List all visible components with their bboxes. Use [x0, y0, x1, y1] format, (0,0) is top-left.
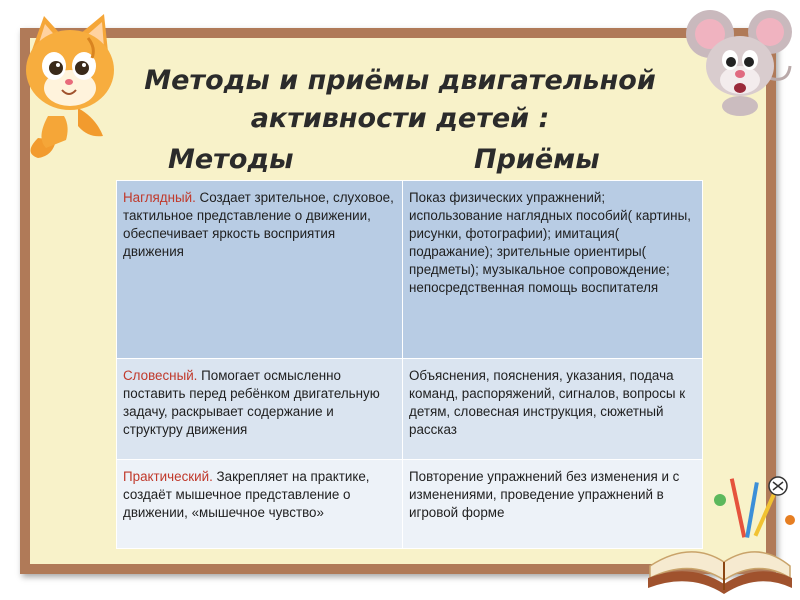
techniques-cell: Показ физических упражнений; использование наглядных пособий( картины, рисунки, фотографии); имитация( подражание); зрительные ориентиры( предметы); музыкальное сопровождение; непосредственная помощь воспитателя: [403, 181, 703, 359]
method-cell: [117, 181, 403, 359]
table-row: [117, 460, 703, 549]
slide-title: [100, 62, 700, 138]
column-heading-methods: Методы: [168, 144, 294, 175]
table-row: [117, 359, 703, 460]
method-cell: [117, 359, 403, 460]
table-row: [117, 181, 703, 359]
column-heading-techniques: Приёмы: [474, 144, 600, 175]
methods-table: [116, 180, 703, 549]
method-description: Создает зрительное, слуховое, тактильное представление о движении, обеспечивает яркость восприятия движения: [123, 190, 394, 259]
title-line-1: Методы и приёмы двигательной: [144, 65, 656, 96]
method-description: Помогает осмысленно поставить перед ребёнком двигательную задачу, раскрывает содержание и структуру движения: [123, 368, 380, 437]
title-line-2: активности детей :: [250, 103, 550, 134]
method-name: Наглядный.: [123, 190, 196, 205]
method-name: Словесный.: [123, 368, 198, 383]
techniques-cell: Объяснения, пояснения, указания, подача команд, распоряжений, сигналов, вопросы к детям, словесная инструкция, сюжетный рассказ: [403, 359, 703, 460]
method-cell: [117, 460, 403, 549]
method-name: Практический.: [123, 469, 213, 484]
method-description: Закрепляет на практике, создаёт мышечное представление о движении, «мышечное чувство»: [123, 469, 370, 520]
techniques-cell: Повторение упражнений без изменения и с изменениями, проведение упражнений в игровой форме: [403, 460, 703, 549]
